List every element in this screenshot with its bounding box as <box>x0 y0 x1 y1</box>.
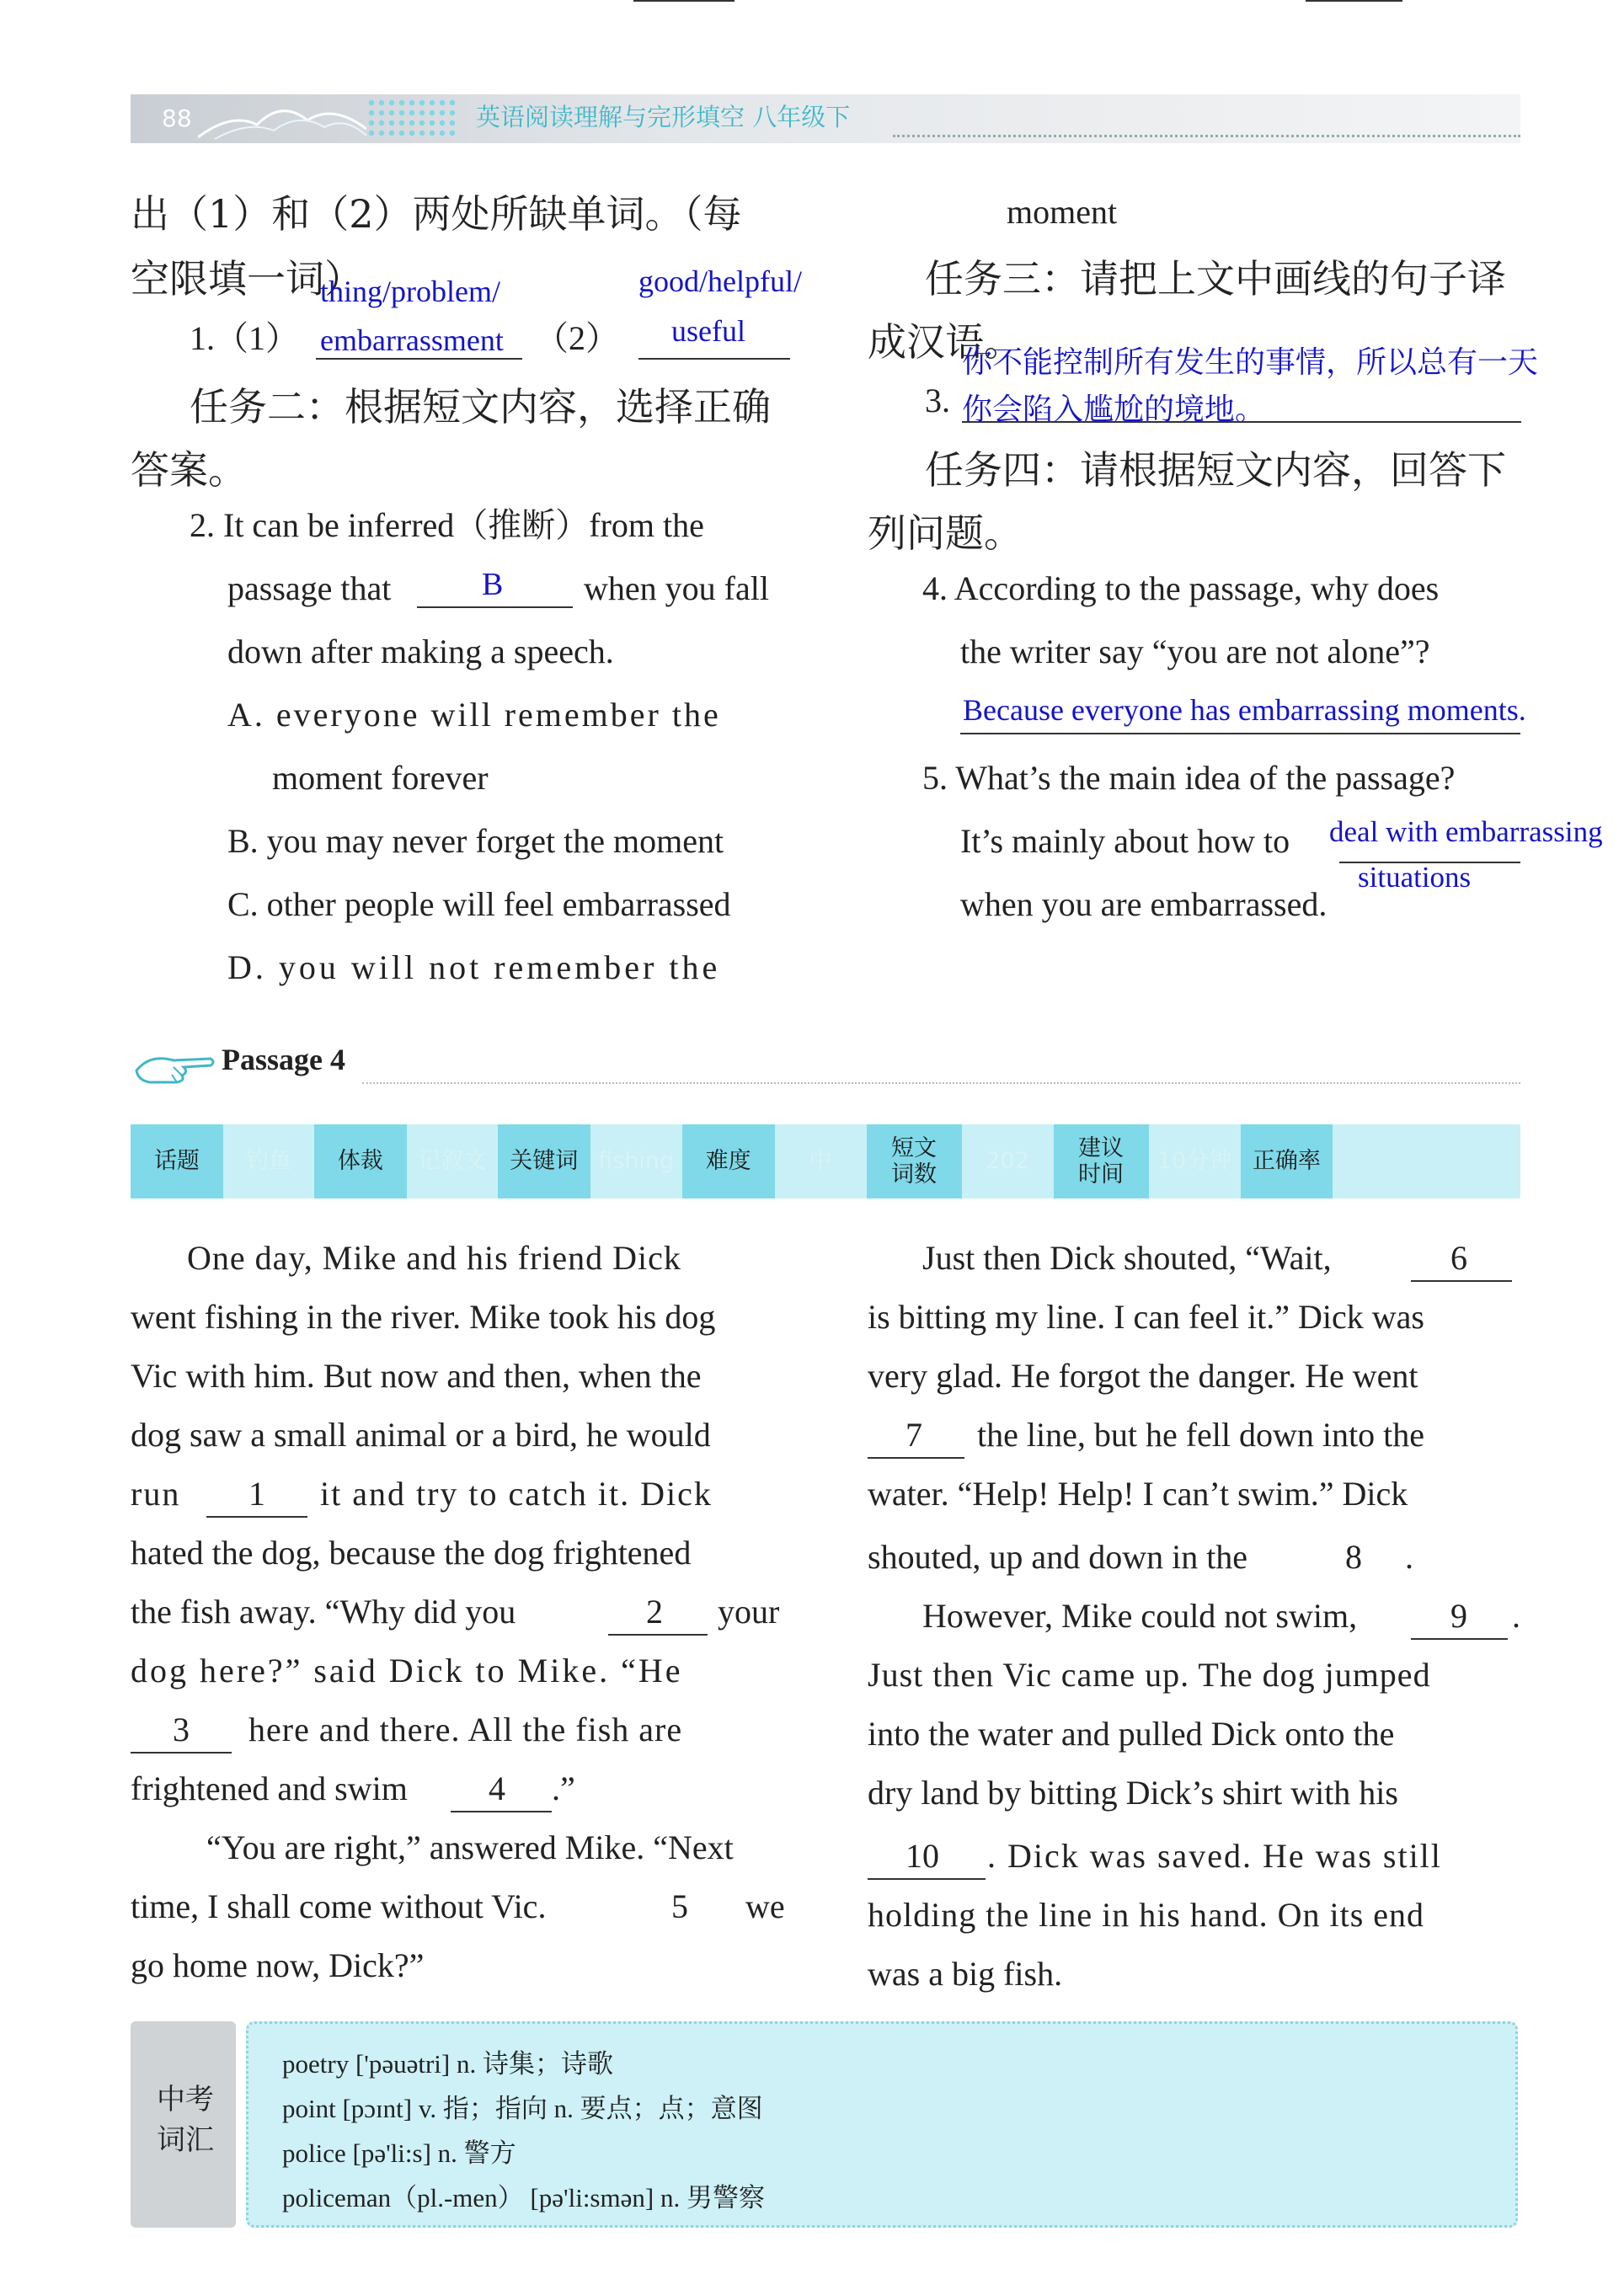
blank-number-4: 4 <box>489 1770 505 1807</box>
question-3-number: 3. <box>925 382 950 419</box>
blank-9 <box>1411 1638 1508 1640</box>
passage-right-line-3: very glad. He forgot the danger. He went <box>868 1357 1418 1395</box>
passage-title-rule <box>362 1082 1520 1084</box>
question-3-answer-line1: 你不能控制所有发生的事情，所以总有一天 <box>962 345 1539 380</box>
info-label-genre: 体裁 <box>314 1124 407 1198</box>
passage-right-line-7b: . <box>1512 1597 1520 1635</box>
task-2-line1: 任务二：根据短文内容，选择正确 <box>190 384 771 430</box>
blank-number-6: 6 <box>1450 1239 1467 1277</box>
info-value-topic: 钓鱼 <box>223 1124 314 1198</box>
passage-left-run: run <box>131 1475 181 1513</box>
blank-number-10: 10 <box>905 1837 939 1875</box>
blank-6 <box>1411 1280 1512 1282</box>
info-value-accuracy <box>1333 1124 1520 1198</box>
passage-left-line-11: “You are right,” answered Mike. “Next <box>206 1828 734 1866</box>
question-4-answer: Because everyone has embarrassing moments. <box>963 693 1526 727</box>
blank-number-2: 2 <box>646 1593 663 1631</box>
blank-8 <box>1306 0 1402 2</box>
option-c: C. other people will feel embarrassed <box>227 885 731 923</box>
answer-2-line1: good/helpful/ <box>638 264 802 298</box>
passage-right-line-8: Just then Vic came up. The dog jumped <box>868 1656 1431 1694</box>
question-5-line3: when you are embarrassed. <box>960 885 1328 923</box>
blank-2 <box>608 1634 708 1636</box>
question-4-blank <box>960 733 1520 734</box>
passage-left-line-10a: frightened and swim <box>131 1770 408 1807</box>
question-2-answer: B <box>482 567 504 602</box>
blank-number-5: 5 <box>671 1887 688 1925</box>
task-3-line1: 任务三：请把上文中画线的句子译 <box>925 256 1506 302</box>
passage-right-line-10: dry land by bitting Dick’s shirt with his <box>868 1774 1398 1812</box>
info-value-word-count: 202 <box>962 1124 1054 1198</box>
pointing-hand-icon <box>133 1047 217 1086</box>
question-1-mid: （2） <box>535 319 619 357</box>
passage-title: Passage 4 <box>222 1043 345 1076</box>
info-label-suggested-time: 建议时间 <box>1054 1124 1149 1198</box>
info-value-difficulty: 中 <box>775 1124 867 1198</box>
blank-number-1: 1 <box>248 1475 265 1513</box>
option-b: B. you may never forget the moment <box>227 822 724 860</box>
question-5-answer-line2: situations <box>1358 861 1472 894</box>
answer-2-line2: useful <box>671 314 745 348</box>
question-2-line2b: when you fall <box>584 569 769 607</box>
mountain-decoration-icon <box>198 95 366 142</box>
left-line-2: 空限填一词） <box>131 256 363 302</box>
question-5-line2: It’s mainly about how to <box>960 822 1290 860</box>
passage-right-line-4: the line, but he fell down into the <box>977 1416 1424 1454</box>
passage-left-line-2: went fishing in the river. Mike took his dog <box>131 1298 716 1336</box>
passage-right-line-13: was a big fish. <box>868 1955 1063 1993</box>
blank-5 <box>633 0 735 2</box>
option-d: D. you will not remember the <box>227 948 721 986</box>
question-5-answer-line1: deal with embarrassing <box>1329 815 1603 848</box>
vocab-line-policeman: policeman（pl.-men） [pə'li:smən] n. 男警察 <box>282 2183 765 2213</box>
passage-left-line-7a: the fish away. “Why did you <box>131 1593 516 1631</box>
page-number: 88 <box>162 104 192 132</box>
blank-number-8: 8 <box>1345 1538 1362 1576</box>
passage-right-line-12: holding the line in his hand. On its end <box>868 1896 1425 1934</box>
passage-left-line-12a: time, I shall come without Vic. <box>131 1887 547 1925</box>
question-3-answer-line2: 你会陷入尴尬的境地。 <box>962 392 1266 427</box>
passage-right-line-9: into the water and pulled Dick onto the <box>868 1715 1395 1753</box>
question-2-line3: down after making a speech. <box>227 633 614 670</box>
answer-1-line2: embarrassment <box>320 323 504 357</box>
passage-left-line-5: it and try to catch it. Dick <box>320 1475 713 1513</box>
vocab-side-label: 中考词汇 <box>157 2083 214 2157</box>
passage-right-line-5: water. “Help! Help! I can’t swim.” Dick <box>868 1475 1408 1513</box>
task-2-line2: 答案。 <box>131 447 247 493</box>
vocab-line-poetry: poetry ['pəuətri] n. 诗集；诗歌 <box>282 2049 613 2079</box>
blank-number-9: 9 <box>1450 1597 1467 1635</box>
passage-left-line-9: here and there. All the fish are <box>248 1711 683 1748</box>
answer-1-blank <box>316 358 522 360</box>
passage-right-line-1: Just then Dick shouted, “Wait, <box>922 1239 1332 1277</box>
question-1-prefix: 1.（1） <box>190 319 299 357</box>
question-2-line2a: passage that <box>227 569 392 607</box>
vocab-line-point: point [pɔɪnt] v. 指；指向 n. 要点；点；意图 <box>282 2094 763 2123</box>
answer-1-line1: thing/problem/ <box>320 275 500 308</box>
passage-left-line-13: go home now, Dick?” <box>131 1946 425 1984</box>
header-rule <box>893 135 1520 137</box>
passage-info-table <box>131 1124 1520 1198</box>
info-label-keyword: 关键词 <box>498 1124 590 1198</box>
passage-left-line-1: One day, Mike and his friend Dick <box>187 1239 681 1277</box>
question-4-line2: the writer say “you are not alone”? <box>960 633 1430 670</box>
info-value-suggested-time: 10分钟 <box>1149 1124 1241 1198</box>
passage-left-line-12b: we <box>745 1887 785 1925</box>
header-dots-decoration <box>366 98 459 136</box>
blank-4 <box>451 1811 552 1812</box>
passage-left-line-10b: .” <box>552 1770 575 1807</box>
question-2-blank <box>417 606 573 608</box>
passage-left-line-3: Vic with him. But now and then, when the <box>131 1357 702 1395</box>
blank-3 <box>131 1752 232 1754</box>
header-title: 英语阅读理解与完形填空 八年级下 <box>476 103 851 131</box>
task-3-line2: 成汉语。 <box>868 319 1023 365</box>
blank-number-7: 7 <box>905 1416 922 1454</box>
passage-right-line-6a: shouted, up and down in the <box>868 1538 1248 1576</box>
passage-left-line-8: dog here?” said Dick to Mike. “He <box>131 1652 683 1689</box>
question-2-line1: 2. It can be inferred（推断）from the <box>190 506 704 544</box>
option-a-line1: A. everyone will remember the <box>227 696 721 734</box>
answer-2-blank <box>638 358 790 360</box>
question-3-blank <box>962 421 1521 423</box>
blank-10 <box>868 1878 986 1880</box>
passage-right-line-7a: However, Mike could not swim, <box>922 1597 1358 1635</box>
blank-7 <box>868 1457 964 1459</box>
info-label-accuracy: 正确率 <box>1241 1124 1333 1198</box>
passage-left-line-6: hated the dog, because the dog frightened <box>131 1534 692 1572</box>
right-line-moment: moment <box>1007 193 1118 231</box>
question-5-line1: 5. What’s the main idea of the passage? <box>922 759 1456 797</box>
passage-right-line-2: is bitting my line. I can feel it.” Dick was <box>868 1298 1424 1336</box>
task-4-line1: 任务四：请根据短文内容，回答下 <box>925 447 1506 493</box>
info-value-keyword: fishing <box>590 1124 682 1198</box>
left-line-1: 出（1）和（2）两处所缺单词。（每 <box>131 191 742 237</box>
info-label-difficulty: 难度 <box>682 1124 775 1198</box>
option-a-line2: moment forever <box>272 759 489 797</box>
passage-right-line-6b: . <box>1405 1538 1413 1576</box>
info-value-genre: 记叙文 <box>407 1124 498 1198</box>
blank-1 <box>206 1516 307 1518</box>
info-label-word-count: 短文词数 <box>867 1124 962 1198</box>
question-4-line1: 4. According to the passage, why does <box>922 569 1440 607</box>
task-4-line2: 列问题。 <box>868 510 1023 556</box>
info-label-topic: 话题 <box>131 1124 223 1198</box>
blank-number-3: 3 <box>173 1711 190 1748</box>
passage-left-line-4: dog saw a small animal or a bird, he would <box>131 1416 711 1454</box>
vocab-line-police: police [pə'li:s] n. 警方 <box>282 2138 516 2168</box>
passage-left-line-7b: your <box>718 1593 780 1631</box>
passage-right-line-11: . Dick was saved. He was still <box>987 1837 1442 1875</box>
